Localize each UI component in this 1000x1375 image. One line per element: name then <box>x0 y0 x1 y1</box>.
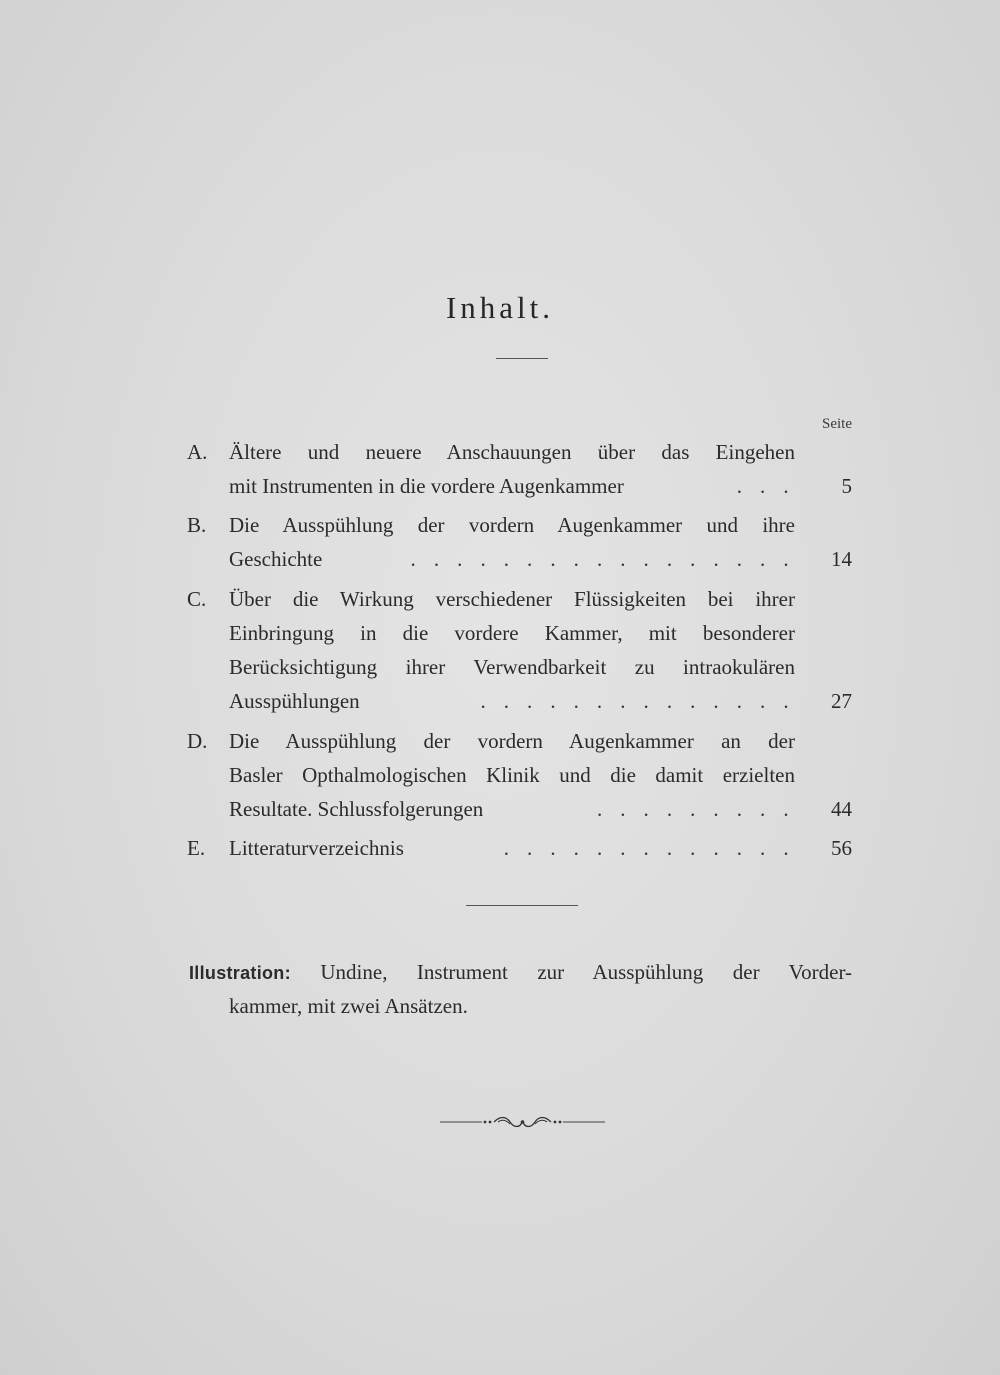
illustration-text: kammer, mit zwei Ansätzen. <box>229 994 468 1018</box>
toc-entry-d-line-3 <box>0 792 1000 826</box>
printers-ornament <box>440 1112 605 1132</box>
toc-entry-b-page: 14 <box>831 547 852 571</box>
toc-entry-c-text: Einbringung in die vordere Kammer, mit besonderer <box>229 621 795 645</box>
toc-entry-e-text: Litteraturverzeichnis <box>229 836 404 860</box>
dot-leader: . . . . . . . . . . . . . . . . . <box>410 547 795 571</box>
toc-entry-a-letter: A. <box>187 440 208 464</box>
toc-entry-a-line-1 <box>0 435 1000 469</box>
toc-entry-d-line-2 <box>0 758 1000 792</box>
toc-entry-d-text: Die Ausspühlung der vordern Augenkammer an der <box>229 729 795 753</box>
toc-entry-c-text: Berücksichtigung ihrer Verwendbarkeit zu intraokulären <box>229 655 795 679</box>
toc-entry-c-line-1 <box>0 582 1000 616</box>
toc-entry-b-text: Geschichte <box>229 547 323 571</box>
page-column-header: Seite <box>822 416 852 432</box>
toc-entry-a-line-2 <box>0 469 1000 503</box>
section-divider <box>466 905 578 906</box>
toc-entry-c-page: 27 <box>831 689 852 713</box>
toc-entry-b-line-2 <box>0 542 1000 576</box>
dot-leader: . . . . . . . . . <box>596 797 795 821</box>
toc-entry-c-letter: C. <box>187 587 207 611</box>
toc-entry-d-line-1 <box>0 724 1000 758</box>
illustration-label: Illustration: <box>189 963 291 983</box>
toc-entry-d-text: Resultate. Schlussfolgerungen <box>229 797 484 821</box>
dot-leader: . . . . . . . . . . . . . <box>503 836 795 860</box>
toc-entry-b-line-1 <box>0 508 1000 542</box>
dot-leader: . . . . . . . . . . . . . . <box>480 689 795 713</box>
toc-entry-b-letter: B. <box>187 513 207 537</box>
title-divider <box>496 358 548 359</box>
toc-entry-b-text: Die Ausspühlung der vordern Augenkammer und ihre <box>229 513 795 537</box>
toc-entry-c-line-4 <box>0 684 1000 718</box>
toc-entry-e-line-1 <box>0 831 1000 865</box>
toc-entry-d-letter: D. <box>187 729 208 753</box>
toc-entry-a-text: mit Instrumenten in die vordere Augenkammer <box>229 474 624 498</box>
illustration-text: Undine, Instrument zur Ausspühlung der Vorder- <box>320 960 853 984</box>
toc-entry-a-text: Ältere und neuere Anschauungen über das Eingehen <box>229 440 795 464</box>
illustration-line-1 <box>189 955 852 990</box>
toc-entry-c-text: Ausspühlungen <box>229 689 360 713</box>
toc-entry-d-text: Basler Opthalmologischen Klinik und die damit erzielten <box>229 763 795 787</box>
toc-entry-e-letter: E. <box>187 836 206 860</box>
page-title: Inhalt. <box>445 290 555 325</box>
toc-entry-d-page: 44 <box>831 797 852 821</box>
toc-entry-c-line-2 <box>0 616 1000 650</box>
toc-entry-c-line-3 <box>0 650 1000 684</box>
toc-entry-c-text: Über die Wirkung verschiedener Flüssigkeiten bei ihrer <box>229 587 795 611</box>
dot-leader: . . . <box>736 474 795 498</box>
illustration-line-2 <box>229 989 468 1023</box>
toc-entry-a-page: 5 <box>841 474 852 498</box>
toc-entry-e-page: 56 <box>831 836 852 860</box>
